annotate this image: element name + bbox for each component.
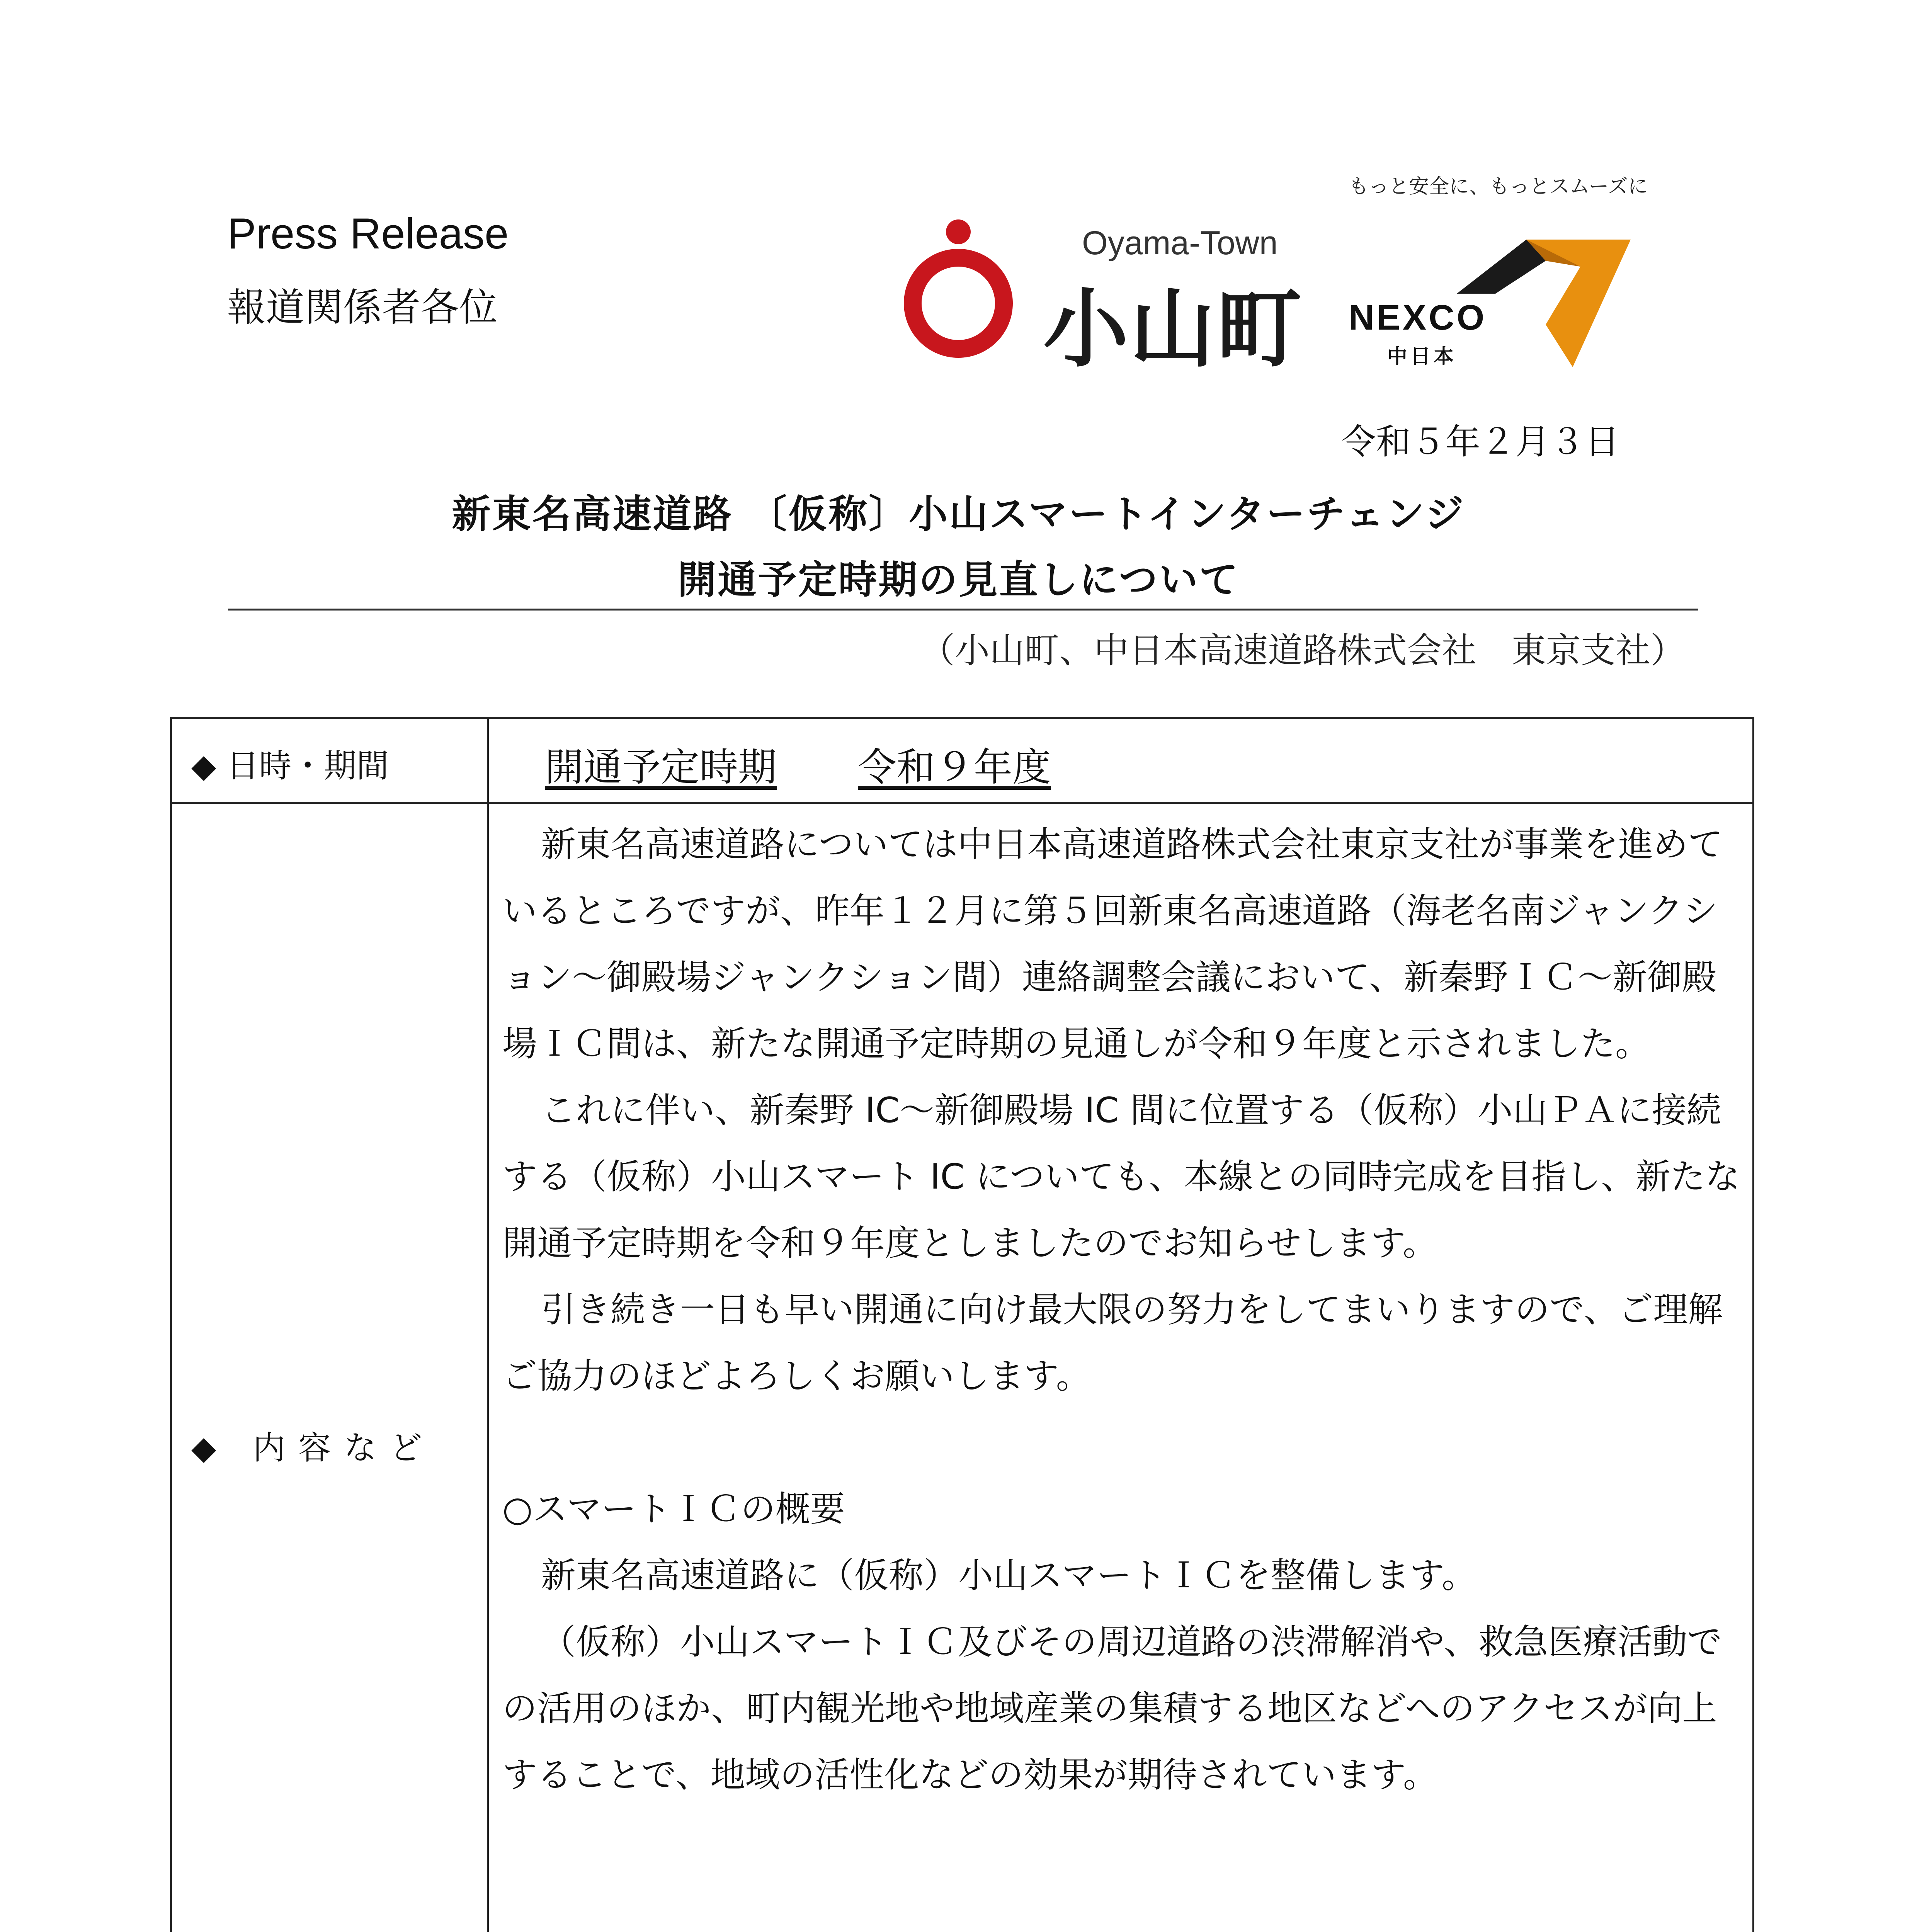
- info-table: [170, 717, 1754, 1932]
- nexco-sub-text: 中日本: [1387, 345, 1457, 368]
- content-paragraph: 引き続き一日も早い開通に向け最大限の努力をしてまいりますので、ご理解ご協力のほどよろしくお願いします。: [502, 1289, 1723, 1396]
- organizers: （小山町、中日本高速道路株式会社 東京支社）: [920, 630, 1685, 671]
- period-value: 令和９年度: [858, 745, 1051, 790]
- oyama-circle-logo-icon: [900, 216, 1016, 363]
- oyama-kanji-text: 小山町: [1043, 280, 1303, 379]
- table-row-divider: [172, 802, 1752, 804]
- title-line-2: 開通予定時期の見直しについて: [677, 557, 1240, 602]
- title-divider: [228, 609, 1698, 611]
- overview-paragraph: 新東名高速道路に（仮称）小山スマートＩＣを整備します。: [541, 1555, 1476, 1596]
- recipients-label: 報道関係者各位: [227, 285, 498, 330]
- content-paragraph: 新東名高速道路については中日本高速道路株式会社東京支社が事業を進めているところですが、昨年１２月に第５回新東名高速道路（海老名南ジャンクション～御殿場ジャンクション間）連絡調整会議において、新秦野ＩＣ～新御殿場ＩＣ間は、新たな開通予定時期の見通しが令和９年度と示されました。: [502, 824, 1723, 1064]
- content-body: [502, 811, 1750, 1808]
- table-column-divider: [487, 719, 489, 1932]
- overview-heading: ○スマートＩＣの概要: [502, 1489, 845, 1529]
- period-label: 開通予定時期: [545, 745, 777, 790]
- release-date: 令和５年２月３日: [1341, 422, 1619, 462]
- opening-period: [545, 736, 1051, 792]
- overview-paragraph: （仮称）小山スマートＩＣ及びその周辺道路の渋滞解消や、救急医療活動での活用のほか、町内観光地や地域産業の集積する地区などへのアクセスが向上することで、地域の活性化などの効果が期待されています。: [502, 1622, 1722, 1795]
- press-release-label: Press Release: [227, 209, 509, 258]
- nexco-logo: [1349, 216, 1627, 371]
- label-datetime: ◆ 日時・期間: [191, 747, 389, 785]
- oyama-romaji-text: Oyama-Town: [1082, 224, 1278, 262]
- blank-line: [502, 1410, 1750, 1476]
- oyama-town-logo: [900, 216, 1325, 379]
- nexco-tagline: もっと安全に、もっとスムーズに: [1349, 175, 1648, 198]
- content-paragraph: これに伴い、新秦野 IC～新御殿場 IC 間に位置する（仮称）小山ＰＡに接続する（仮称）小山スマート IC についても、本線との同時完成を目指し、新たな開通予定時期を令和９年度としましたのでお知らせします。: [502, 1090, 1740, 1264]
- nexco-wordmark: NEXCO: [1349, 298, 1487, 337]
- title-line-1: 新東名高速道路 〔仮称〕小山スマートインターチェンジ: [452, 492, 1465, 537]
- label-content: ◆ 内容など: [191, 1429, 435, 1467]
